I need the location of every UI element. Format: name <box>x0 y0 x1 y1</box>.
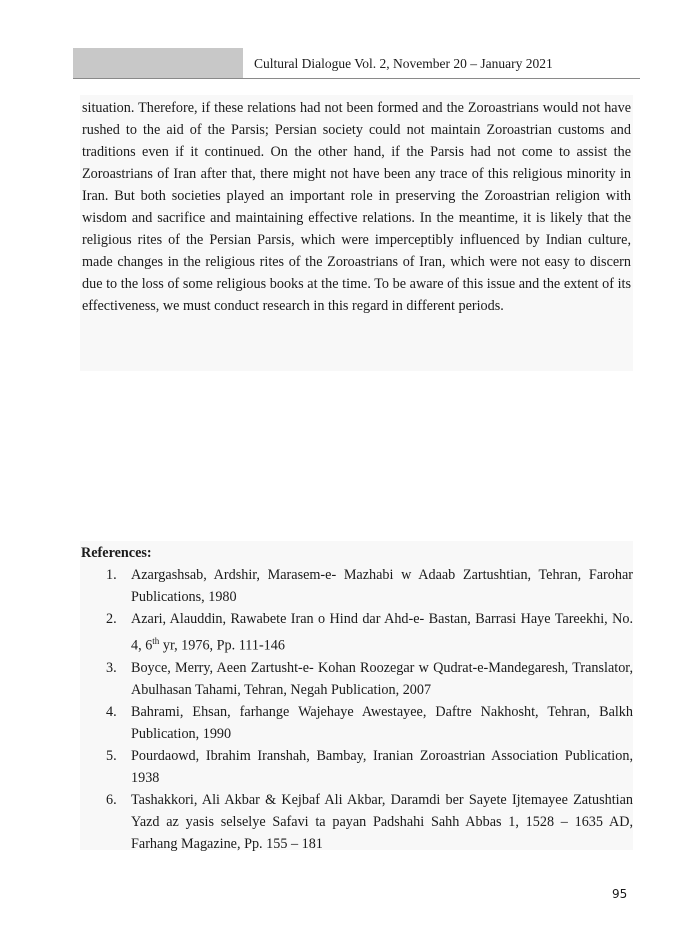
reference-number: 2. <box>106 611 117 627</box>
reference-text: Bahrami, Ehsan, farhange Wajehaye Awestayee, Daftre Nakhosht, Tehran, Balkh Publication, 1990 <box>131 703 633 742</box>
reference-number: 1. <box>106 567 117 583</box>
references-heading: References: <box>81 545 152 561</box>
body-section <box>80 95 633 371</box>
header-gray-block <box>73 48 243 78</box>
reference-text: Tashakkori, Ali Akbar & Kejbaf Ali Akbar, Daramdi ber Sayete Ijtemayee Zatushtian Yazd az yasis selselye Safavi ta payan Padshahi Sahh Abbas 1, 1528 – 1635 AD, Farhang Magazine, Pp. 155 – 181 <box>131 791 633 852</box>
reference-item <box>80 657 633 701</box>
reference-number: 5. <box>106 747 117 764</box>
running-header <box>73 48 640 79</box>
reference-item <box>80 608 633 657</box>
page-number: 95 <box>612 887 628 901</box>
reference-item <box>80 745 633 789</box>
reference-text: Pourdaowd, Ibrahim Iranshah, Bambay, Iranian Zoroastrian Association Publication, 1938 <box>131 747 633 786</box>
header-rule <box>73 78 640 79</box>
reference-number: 4. <box>106 703 117 720</box>
reference-item <box>80 789 633 855</box>
journal-title: Cultural Dialogue Vol. 2, November 20 – January 2021 <box>254 56 553 71</box>
references-list <box>80 564 633 855</box>
reference-number: 6. <box>106 791 117 808</box>
reference-text: Boyce, Merry, Aeen Zartusht-e- Kohan Roozegar w Qudrat-e-Mandegaresh, Translator, Abulhasan Tahami, Tehran, Negah Publication, 2007 <box>131 659 633 698</box>
reference-item <box>80 564 633 608</box>
reference-text: Azargashsab, Ardshir, Marasem-e- Mazhabi w Adaab Zartushtian, Tehran, Farohar Publications, 1980 <box>131 567 633 605</box>
reference-superscript: th <box>152 636 160 646</box>
reference-item <box>80 701 633 745</box>
reference-text: Azari, Alauddin, Rawabete Iran o Hind dar Ahd-e- Bastan, Barrasi Haye Tareekhi, No. 4, 6 <box>131 611 633 654</box>
body-paragraph: situation. Therefore, if these relations had not been formed and the Zoroastrians would not have rushed to the aid of the Parsis; Persian society could not maintain Zoroastrian customs and traditions even if it continued. On the other hand, if the Parsis had not come to assist the Zoroastrians of Iran after that, there might not have been any trace of this religious minority in Iran. But both societies played an important role in preserving the Zoroastrian religion with wisdom and sacrifice and maintaining effective relations. In the meantime, it is likely that the religious rites of the Persian Parsis, which were imperceptibly influenced by Indian culture, made changes in the religious rites of the Zoroastrians of Iran, which were not easy to discern due to the loss of some religious books at the time. To be aware of this issue and the extent of its effectiveness, we must conduct research in this regard in different periods. <box>82 100 631 314</box>
references-section <box>80 541 633 850</box>
reference-number: 3. <box>106 659 117 676</box>
reference-text-cont: yr, 1976, Pp. 111-146 <box>159 637 285 654</box>
